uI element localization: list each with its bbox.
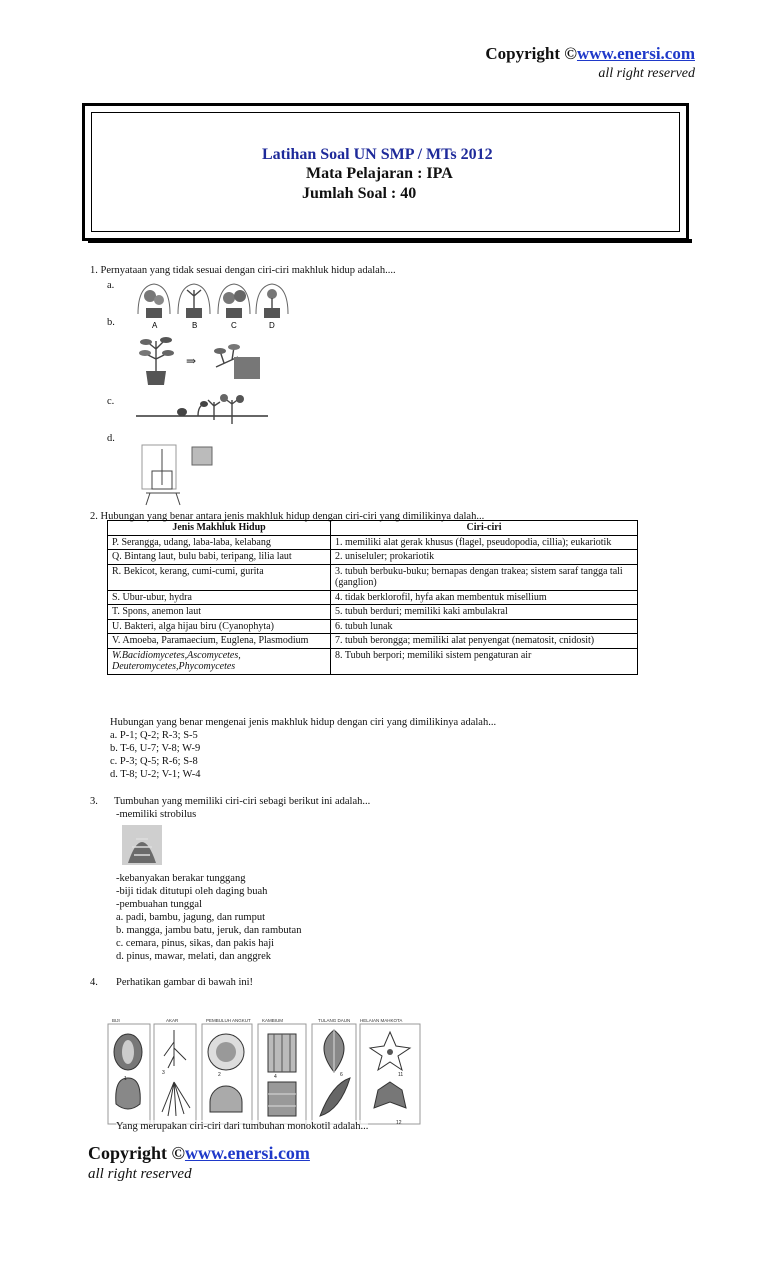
q3-option-b: b. mangga, jambu batu, jeruk, dan rambutan (116, 925, 302, 936)
copyright-prefix: Copyright © (485, 44, 577, 63)
table-cell-organism: V. Amoeba, Paramaecium, Euglena, Plasmodium (108, 634, 331, 649)
item-number: 6 (340, 1072, 343, 1078)
q3-text: Tumbuhan yang memiliki ciri-ciri sebagi berikut ini adalah... (114, 796, 371, 807)
q3-number: 3. (90, 796, 98, 807)
q3-option-a: a. padi, bambu, jagung, dan rumput (116, 912, 266, 923)
table-cell-trait: 6. tubuh lunak (331, 619, 638, 634)
item-number: 4 (274, 1074, 277, 1080)
plants-bell-jar-figure (132, 278, 294, 330)
fig-label-a: A (152, 321, 158, 330)
table-cell-trait: 3. tubuh berbuku-buku; bernapas dengan trakea; sistem saraf tangga tali (ganglion) (331, 564, 638, 590)
q3-option-d: d. pinus, mawar, melati, dan anggrek (116, 951, 271, 962)
table-cell-trait: 1. memiliki alat gerak khusus (flagel, pseudopodia, cillia); eukariotik (331, 535, 638, 550)
q1-option-b: b. (107, 317, 115, 328)
copyright-link[interactable]: www.enersi.com (184, 1143, 310, 1163)
exam-count: Jumlah Soal : 40 (302, 185, 417, 202)
table-header-traits: Ciri-ciri (331, 521, 638, 536)
q2-option-a: a. P-1; Q-2; R-3; S-5 (110, 730, 198, 741)
q3-trait: -pembuahan tunggal (116, 899, 203, 910)
root-icons (162, 1030, 190, 1116)
flower-petal-icons (370, 1032, 410, 1108)
table-cell-organism: T. Spons, anemon laut (108, 605, 331, 620)
q2-text: 2. Hubungan yang benar antara jenis makhluk hidup dengan ciri-ciri yang dimilikinya dalah... (90, 511, 485, 522)
item-number: 12 (396, 1120, 402, 1126)
q2-option-c: c. P-3; Q-5; R-6; S-8 (110, 756, 198, 767)
header-copyright (485, 44, 695, 82)
fig-label-b: B (192, 321, 198, 330)
q4-text: Perhatikan gambar di bawah ini! (116, 977, 254, 988)
bell-jar-plant-d (256, 284, 288, 318)
q3-trait: -kebanyakan berakar tunggang (116, 873, 246, 884)
item-number: 1 (124, 1076, 127, 1082)
panel-label: PEMBULUH ANGKUT (206, 1018, 251, 1023)
copyright-prefix: Copyright © (88, 1143, 185, 1163)
q2-option-b: b. T-6, U-7; V-8; W-9 (110, 743, 201, 754)
q4-question: Yang merupakan ciri-ciri dari tumbuhan monokotil adalah... (116, 1121, 369, 1132)
seed-icons (114, 1034, 142, 1109)
leaf-vein-icons (320, 1030, 350, 1116)
table-cell-trait: 5. tubuh berduri; memiliki kaki ambulakral (331, 605, 638, 620)
panel-borders (108, 1024, 420, 1124)
item-number: 11 (398, 1072, 404, 1078)
vascular-icons (208, 1034, 244, 1112)
lab-apparatus-figure (140, 441, 218, 507)
panel-label: BIJI (112, 1018, 120, 1023)
table-row (108, 535, 638, 550)
title-box-shadow (88, 239, 692, 243)
table-cell-organism: Q. Bintang laut, bulu babi, teripang, lilia laut (108, 550, 331, 565)
table-row (108, 550, 638, 565)
q1-text: 1. Pernyataan yang tidak sesuai dengan ciri-ciri makhluk hidup adalah.... (90, 265, 396, 276)
exam-subject: Mata Pelajaran : IPA (306, 165, 453, 182)
seedling-sequence-figure (136, 394, 268, 428)
q1-option-c: c. (107, 396, 115, 407)
fig-label-d: D (269, 321, 275, 330)
fig-label-c: C (231, 321, 237, 330)
footer-copyright (88, 1143, 310, 1183)
table-cell-trait: 4. tidak berklorofil, hyfa akan membentuk misellium (331, 590, 638, 605)
table-cell-organism: U. Bakteri, alga hijau biru (Cyanophyta) (108, 619, 331, 634)
q1-option-a: a. (107, 280, 115, 291)
rights-text: all right reserved (88, 1166, 192, 1182)
copyright-link[interactable]: www.enersi.com (576, 44, 695, 63)
panel-label: AKAR (166, 1018, 179, 1023)
table-cell-organism: P. Serangga, udang, laba-laba, kelabang (108, 535, 331, 550)
panel-label: KAMBIUM (262, 1018, 284, 1023)
panel-label: HELAIAN MAHKOTA (360, 1018, 403, 1023)
q3-option-c: c. cemara, pinus, sikas, dan pakis haji (116, 938, 275, 949)
bell-jar-plant-c (218, 284, 250, 318)
exam-title: Latihan Soal UN SMP / MTs 2012 (262, 146, 493, 163)
panel-label: TULANG DAUN (318, 1018, 351, 1023)
table-row (108, 564, 638, 590)
table-cell-trait: 8. Tubuh berpori; memiliki sistem pengaturan air (331, 648, 638, 674)
q3-trait: -biji tidak ditutupi oleh daging buah (116, 886, 268, 897)
q2-option-d: d. T-8; U-2; V-1; W-4 (110, 769, 201, 780)
q3-trait: -memiliki strobilus (116, 809, 197, 820)
rights-text: all right reserved (598, 66, 695, 81)
table-row (108, 605, 638, 620)
bell-jar-plant-b (178, 284, 210, 318)
table-cell-trait: 7. tubuh berongga; memiliki alat penyengat (nematosit, cnidosit) (331, 634, 638, 649)
q4-number: 4. (90, 977, 98, 988)
bell-jar-plant-a (138, 284, 170, 318)
plant-parts-figure (106, 1016, 428, 1128)
cambium-icons (268, 1034, 296, 1116)
q1-option-d: d. (107, 433, 115, 444)
table-cell-trait: 2. uniseluler; prokariotik (331, 550, 638, 565)
strobilus-icon (122, 825, 162, 865)
table-cell-organism: W.Bacidiomycetes,Ascomycetes, Deuteromycetes,Phycomycetes (108, 648, 331, 674)
plant-growth-figure (134, 333, 266, 389)
q2-classification-table (107, 520, 638, 675)
q2-question: Hubungan yang benar mengenai jenis makhluk hidup dengan ciri yang dimilikinya adalah... (110, 717, 497, 728)
table-row (108, 634, 638, 649)
table-header-organism: Jenis Makhluk Hidup (108, 521, 331, 536)
arrow-icon: ⇒ (186, 354, 197, 368)
item-number: 2 (218, 1072, 221, 1078)
table-row (108, 648, 638, 674)
item-number: 3 (162, 1070, 165, 1076)
table-cell-organism: S. Ubur-ubur, hydra (108, 590, 331, 605)
table-cell-organism: R. Bekicot, kerang, cumi-cumi, gurita (108, 564, 331, 590)
table-header-row (108, 521, 638, 536)
table-row (108, 590, 638, 605)
table-row (108, 619, 638, 634)
